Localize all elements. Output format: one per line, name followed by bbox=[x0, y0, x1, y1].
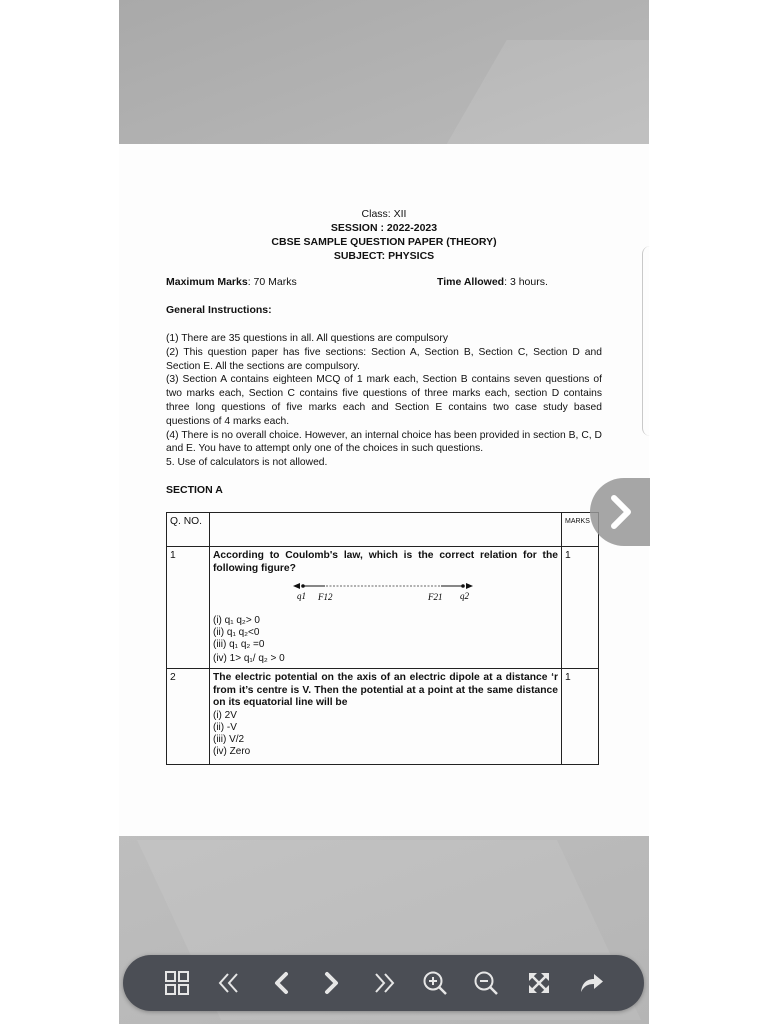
document-header bbox=[119, 207, 649, 263]
option: (ii) q₁ q₂<0 bbox=[213, 627, 260, 638]
chevron-right-icon bbox=[318, 970, 344, 996]
instruction-item: (3) Section A contains eighteen MCQ of 1 mark each, Section B contains seven questions of two marks each, Section C contains five questions of three marks each, section D contains three long questions of five marks each and Section E contains two case study based questions of 4 marks each. bbox=[166, 374, 602, 427]
option: (iii) V/2 bbox=[213, 733, 245, 745]
q2-label: q2 bbox=[460, 591, 469, 601]
fit-screen-icon bbox=[526, 970, 552, 996]
coulomb-diagram bbox=[213, 579, 543, 609]
option: (i) q₁ q₂> 0 bbox=[213, 615, 260, 626]
instruction-item: (4) There is no overall choice. However, an internal choice has been provided in section B, C, D and E. You have to attempt only one of the choices in such questions. bbox=[166, 429, 602, 455]
option: (iv) Zero bbox=[213, 745, 251, 757]
question-number: 1 bbox=[167, 547, 210, 669]
share-icon bbox=[577, 969, 605, 997]
double-chevron-left-icon bbox=[216, 970, 242, 996]
f21-label: F21 bbox=[428, 592, 443, 602]
instructions-list bbox=[166, 332, 602, 470]
table-row bbox=[167, 547, 599, 669]
double-chevron-right-icon bbox=[371, 970, 397, 996]
paper-title: CBSE SAMPLE QUESTION PAPER (THEORY) bbox=[271, 236, 497, 248]
thumbnails-button[interactable] bbox=[159, 965, 195, 1001]
qno-header: Q. NO. bbox=[167, 513, 210, 547]
instructions-title: General Instructions: bbox=[166, 304, 272, 316]
chevron-right-icon bbox=[605, 492, 635, 532]
previous-button[interactable] bbox=[264, 965, 300, 1001]
first-page-button[interactable] bbox=[211, 965, 247, 1001]
q1-label: q1 bbox=[297, 591, 306, 601]
time-allowed: Time Allowed: 3 hours. bbox=[437, 276, 548, 288]
last-page-button[interactable] bbox=[366, 965, 402, 1001]
option: (ii) -V bbox=[213, 721, 237, 733]
table-header-row bbox=[167, 513, 599, 547]
class-line: Class: XII bbox=[361, 208, 407, 220]
share-button[interactable] bbox=[573, 965, 609, 1001]
option: (iii) q₁ q₂ =0 bbox=[213, 639, 265, 650]
force-f21-arrowhead bbox=[466, 583, 473, 589]
next-page-button[interactable] bbox=[590, 478, 650, 546]
instruction-item: (2) This question paper has five sections: Section A, Section B, Section C, Section D and Section E. All the sections are compulsory. bbox=[166, 346, 602, 372]
session-line: SESSION : 2022-2023 bbox=[330, 222, 438, 234]
question-number: 2 bbox=[167, 669, 210, 765]
question-marks: 1 bbox=[562, 669, 599, 765]
zoom-out-icon bbox=[472, 969, 500, 997]
question-header bbox=[210, 513, 562, 547]
zoom-in-icon bbox=[421, 969, 449, 997]
grid-icon bbox=[164, 970, 190, 996]
option: (iv) 1> q₁/ q₂ > 0 bbox=[213, 653, 285, 664]
side-panel-handle[interactable] bbox=[642, 246, 650, 436]
maximum-marks: Maximum Marks: 70 Marks bbox=[166, 276, 297, 288]
option: (i) 2V bbox=[213, 709, 237, 721]
chevron-left-icon bbox=[269, 970, 295, 996]
zoom-out-button[interactable] bbox=[468, 965, 504, 1001]
question-cell bbox=[210, 669, 562, 765]
table-row bbox=[167, 669, 599, 765]
question-marks: 1 bbox=[562, 547, 599, 669]
instruction-item: 5. Use of calculators is not allowed. bbox=[166, 457, 328, 469]
viewer-toolbar bbox=[123, 955, 644, 1011]
zoom-in-button[interactable] bbox=[417, 965, 453, 1001]
question-cell bbox=[210, 547, 562, 669]
fit-screen-button[interactable] bbox=[521, 965, 557, 1001]
document-page bbox=[119, 144, 649, 836]
section-title: SECTION A bbox=[166, 484, 223, 496]
question-text: The electric potential on the axis of an electric dipole at a distance ‘r from it’s centre is V. Then the potential at a point at the same distance on its equatorial line will be bbox=[213, 672, 558, 708]
marks-header: MARKS bbox=[562, 513, 599, 547]
question-text: According to Coulomb's law, which is the correct relation for the following figure? bbox=[213, 550, 558, 574]
questions-table bbox=[166, 512, 599, 765]
coulomb-figure bbox=[213, 579, 558, 609]
subject-line: SUBJECT: PHYSICS bbox=[333, 250, 435, 262]
next-button[interactable] bbox=[313, 965, 349, 1001]
force-f12-arrowhead bbox=[293, 583, 300, 589]
f12-label: F12 bbox=[318, 592, 333, 602]
instruction-item: (1) There are 35 questions in all. All questions are compulsory bbox=[166, 333, 448, 344]
